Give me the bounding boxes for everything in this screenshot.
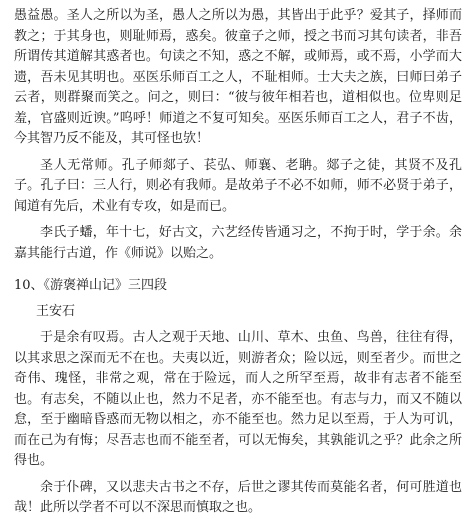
shishuo-paragraph-2: 圣人无常师。孔子师郯子、苌弘、师襄、老聃。郯子之徒，其贤不及孔子。孔子曰：三人行，则必有我师。是故弟子不必不如师，师不必贤于弟子，闻道有先后，术业有专攻，如是而已。 [14, 157, 462, 214]
shishuo-paragraph-3: 李氏子蟠，年十七，好古文，六艺经传皆通习之，不拘于时，学于余。余嘉其能行古道，作《师说》以贻之。 [14, 225, 462, 261]
section-heading: 10、《游褒禅山记》三四段 [14, 278, 168, 293]
youbaochanshan-paragraph-2: 余于仆碑，又以悲夫古书之不存，后世之谬其传而莫能名者，何可胜道也哉！此所以学者不可以不深思而慎取之也。 [14, 479, 462, 515]
author-name: 王安石 [36, 304, 76, 319]
shishuo-paragraph-1: 愚益愚。圣人之所以为圣，愚人之所以为愚，其皆出于此乎？爱其子，择师而教之；于其身也，则耻师焉，惑矣。彼童子之师，授之书而习其句读者，非吾所谓传其道解其惑者也。句读之不知，惑之不解，或师焉，或不焉，小学而大遗，吾未见其明也。巫医乐师百工之人，不耻相师。士大夫之族，曰师曰弟子云者，则群聚而笑之。问之，则曰：“彼与彼年相若也，道相似也。位卑则足羞，官盛则近谀。”呜呼！师道之不复可知矣。巫医乐师百工之人，君子不齿，今其智乃反不能及，其可怪也欤！ [14, 8, 462, 146]
youbaochanshan-paragraph-1: 于是余有叹焉。古人之观于天地、山川、草木、虫鱼、鸟兽，往往有得，以其求思之深而无不在也。夫夷以近，则游者众；险以远，则至者少。而世之奇伟、瑰怪，非常之观，常在于险远，而人之所罕至焉，故非有志者不能至也。有志矣，不随以止也，然力不足者，亦不能至也。有志与力，而又不随以怠，至于幽暗昏惑而无物以相之，亦不能至也。然力足以至焉，于人为可讥，而在己为有悔；尽吾志也而不能至者，可以无悔矣，其孰能讥之乎？此余之所得也。 [14, 330, 462, 468]
